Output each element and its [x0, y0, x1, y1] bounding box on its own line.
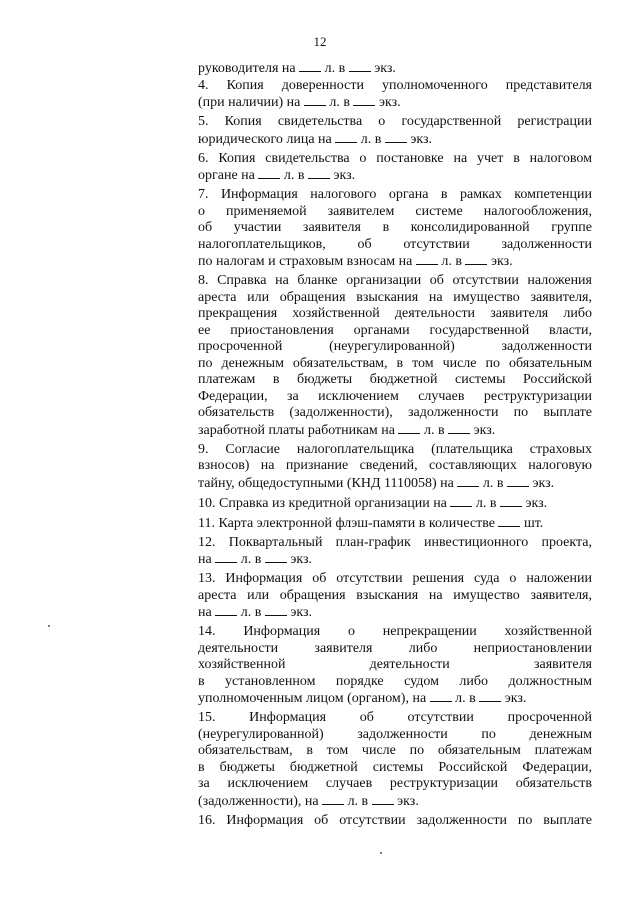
- fill-in-blank: [258, 167, 280, 179]
- text-line: 8. Справка на бланке организации об отсутствии наложения: [198, 273, 592, 288]
- text-line: платежам в бюджеты бюджетной системы Российской: [198, 372, 592, 387]
- text-line: 6. Копия свидетельства о постановке на учет в налоговом: [198, 150, 592, 166]
- text-line: об участии заявителя в консолидированной группе: [198, 220, 592, 235]
- text-line: (неурегулированной) задолженности по денежным: [198, 726, 592, 742]
- text-line: за исключением случаев реструктуризации обязательств: [198, 776, 592, 791]
- text-line: ареста или обращения взыскания на имущество заявителя,: [198, 289, 592, 305]
- fill-in-blank: [215, 551, 237, 563]
- fill-in-blank: [498, 515, 520, 527]
- text-line: 14. Информация о непрекращении хозяйственной: [198, 624, 592, 639]
- fill-in-blank: [479, 690, 501, 702]
- fill-in-blank: [265, 551, 287, 563]
- page-number: 12: [313, 34, 327, 49]
- text-line: 7. Информация налогового органа в рамках компетенции: [198, 187, 592, 202]
- text-line: на л. в экз.: [198, 605, 312, 620]
- fill-in-blank: [500, 495, 522, 507]
- fill-in-blank: [322, 793, 344, 805]
- text-line: обязательств (задолженности), задолженности по выплате: [198, 405, 592, 420]
- text-line: органе на л. в экз.: [198, 168, 356, 183]
- document-body: [198, 60, 592, 829]
- text-line: Федерации, за исключением случаев реструктуризации: [198, 388, 592, 404]
- text-line: 16. Информация об отсутствии задолженности по выплате: [198, 812, 592, 828]
- fill-in-blank: [398, 422, 420, 434]
- fill-in-blank: [457, 475, 479, 487]
- scan-speck: [380, 852, 382, 854]
- fill-in-blank: [448, 422, 470, 434]
- text-line: руководителя на л. в экз.: [198, 61, 396, 76]
- fill-in-blank: [507, 475, 529, 487]
- text-line: 10. Справка из кредитной организации на л. в экз.: [198, 495, 548, 511]
- fill-in-blank: [372, 793, 394, 805]
- text-line: деятельности заявителя либо неприостановлении: [198, 640, 592, 656]
- text-line: тайну, общедоступными (КНД 1110058) на л. в экз.: [198, 475, 555, 491]
- fill-in-blank: [215, 604, 237, 616]
- text-line: 11. Карта электронной флэш-памяти в количестве шт.: [198, 515, 544, 531]
- text-line: 13. Информация об отсутствии решения суда о наложении: [198, 571, 592, 586]
- text-line: о применяемой заявителем системе налогообложения,: [198, 203, 592, 219]
- text-line: в бюджеты бюджетной системы Российской Федерации,: [198, 759, 592, 775]
- text-line: хозяйственной деятельности заявителя: [198, 657, 592, 672]
- text-line: по денежным обязательствам, в том числе по обязательным: [198, 355, 592, 371]
- fill-in-blank: [430, 690, 452, 702]
- text-line: уполномоченным лицом (органом), на л. в экз.: [198, 691, 527, 706]
- text-line: на л. в экз.: [198, 552, 312, 567]
- text-line: 4. Копия доверенности уполномоченного представителя: [198, 77, 592, 93]
- text-line: 12. Поквартальный план-график инвестиционного проекта,: [198, 534, 592, 550]
- text-line: (при наличии) на л. в экз.: [198, 95, 401, 110]
- text-line: прекращения хозяйственной деятельности заявителя либо: [198, 306, 592, 321]
- text-line: налогоплательщиков, об отсутствии задолженности: [198, 236, 592, 252]
- fill-in-blank: [304, 94, 326, 106]
- text-line: (задолженности), на л. в экз.: [198, 793, 419, 809]
- fill-in-blank: [385, 131, 407, 143]
- fill-in-blank: [349, 60, 371, 72]
- fill-in-blank: [335, 131, 357, 143]
- text-line: просроченной (неурегулированной) задолженности: [198, 339, 592, 354]
- text-line: ее приостановления органами государственной власти,: [198, 322, 592, 338]
- text-line: 9. Согласие налогоплательщика (плательщика страховых: [198, 441, 592, 457]
- fill-in-blank: [450, 495, 472, 507]
- scan-speck: [48, 625, 50, 627]
- fill-in-blank: [299, 60, 321, 72]
- text-line: 15. Информация об отсутствии просроченной: [198, 710, 592, 725]
- text-line: в установленном порядке судом либо должностным: [198, 673, 592, 689]
- fill-in-blank: [353, 94, 375, 106]
- text-line: юридического лица на л. в экз.: [198, 131, 433, 147]
- text-line: взносов) на признание сведений, составляющих налоговую: [198, 458, 592, 473]
- text-line: по налогам и страховым взносам на л. в экз.: [198, 254, 513, 269]
- text-line: обязательствам, в том числе по обязательным платежам: [198, 743, 592, 758]
- text-line: заработной платы работникам на л. в экз.: [198, 422, 496, 438]
- fill-in-blank: [265, 604, 287, 616]
- text-line: 5. Копия свидетельства о государственной регистрации: [198, 114, 592, 129]
- fill-in-blank: [465, 253, 487, 265]
- fill-in-blank: [416, 253, 438, 265]
- text-line: ареста или обращения взыскания на имущество заявителя,: [198, 587, 592, 603]
- fill-in-blank: [308, 167, 330, 179]
